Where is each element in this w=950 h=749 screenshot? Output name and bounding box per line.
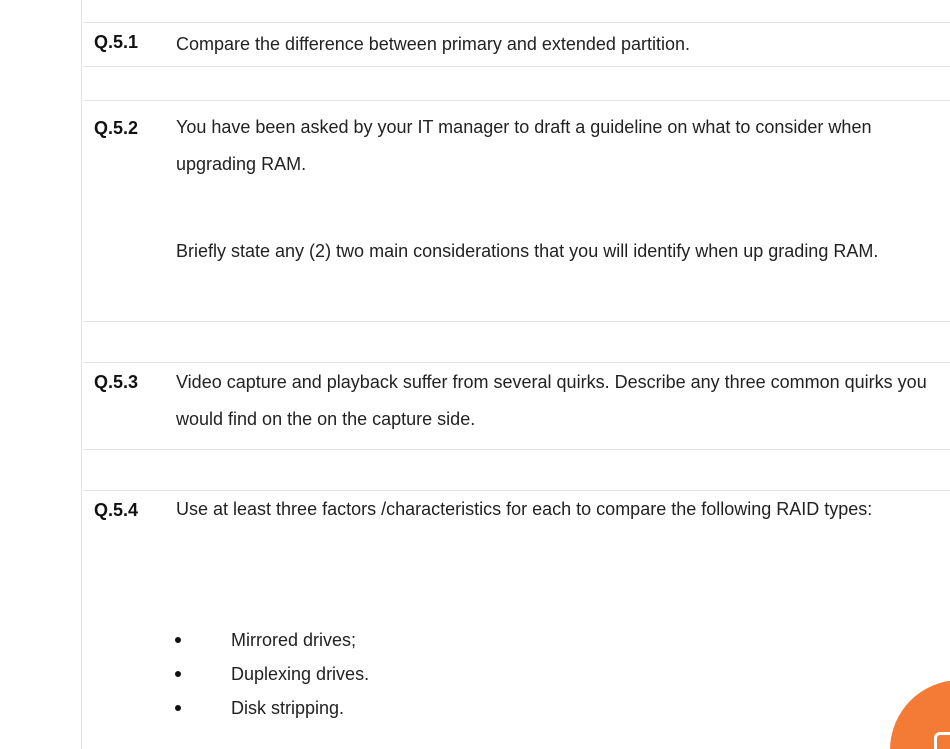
table-spacer-row — [83, 322, 950, 363]
question-number: Q.5.3 — [94, 372, 139, 392]
question-row-5-2 — [83, 101, 950, 322]
question-number: Q.5.1 — [94, 32, 139, 52]
question-row-5-4: Q.5.4 Use at least three factors /characteristics for each to compare the following RAID types: Mirrored drives; Duplexing drives. Disk stripping. — [83, 491, 950, 749]
question-row-5-3 — [83, 363, 950, 450]
table-spacer-row — [83, 67, 950, 101]
question-number: Q.5.4 — [94, 500, 139, 520]
bullet-icon — [175, 671, 181, 677]
bullet-icon — [175, 637, 181, 643]
table-spacer-row — [83, 450, 950, 491]
question-number: Q.5.2 — [94, 118, 139, 138]
question-text: Use at least three factors /characteristics for each to compare the following RAID types: — [176, 499, 873, 519]
table-spacer-row — [83, 0, 950, 23]
question-text: Briefly state any (2) two main considerations that you will identify when up grading RAM. — [176, 241, 879, 261]
question-text: Compare the difference between primary and extended partition. — [176, 34, 690, 54]
chat-icon — [934, 732, 950, 749]
bullet-icon — [175, 705, 181, 711]
question-row-5-1 — [83, 23, 950, 67]
question-text: You have been asked by your IT manager to draft a guideline on what to consider when upgrading RAM. — [176, 117, 872, 174]
column-divider — [81, 0, 82, 749]
question-text: Video capture and playback suffer from several quirks. Describe any three common quirks you would find on the on the capture side. — [176, 372, 927, 429]
